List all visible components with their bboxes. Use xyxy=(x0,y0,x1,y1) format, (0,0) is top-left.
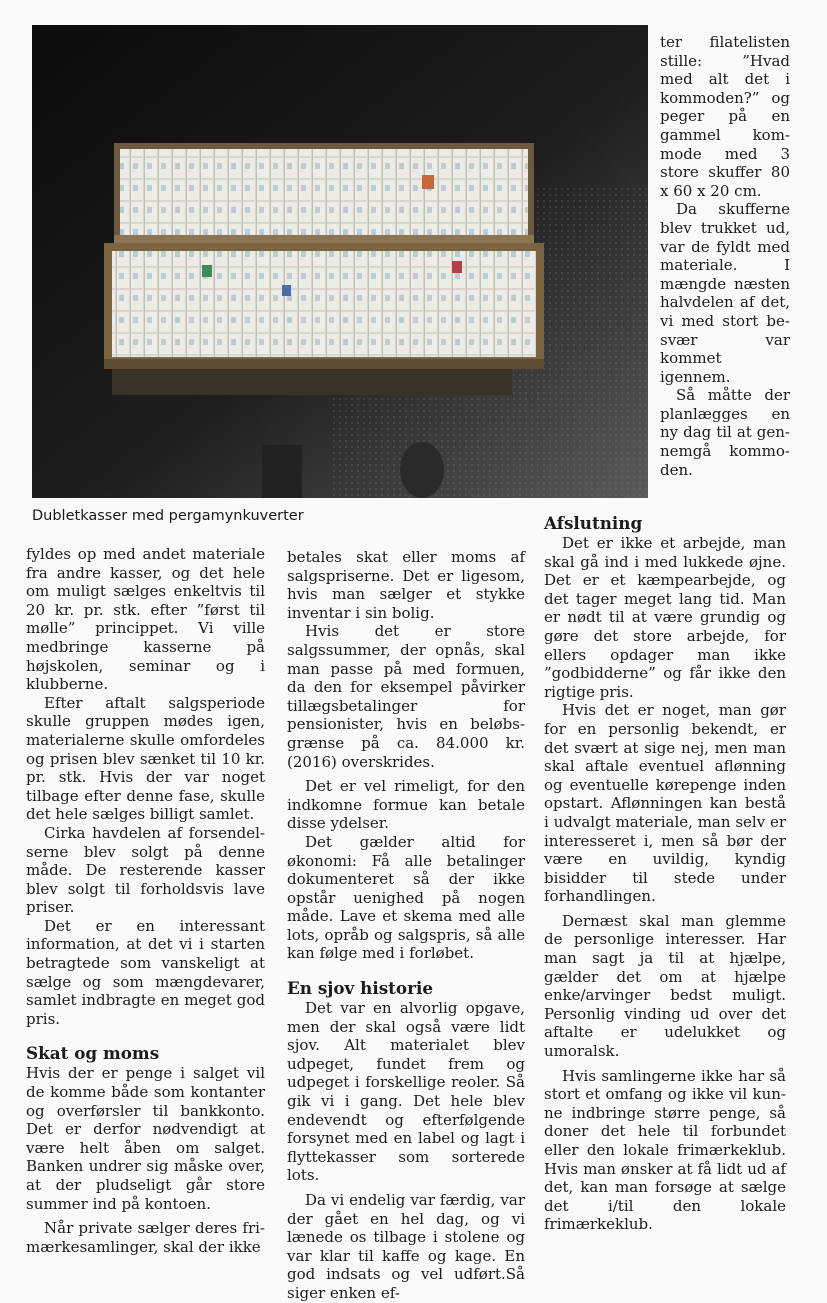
paragraph: Det er vel rimeligt, for den indkomne formue kan betale disse ydelser. xyxy=(287,777,525,833)
paragraph: Når private sælger deres frimærkesamlinger, skal der ikke xyxy=(26,1219,265,1256)
paragraph: Det er ikke et arbejde, man skal gå ind i med lukkede øjne. Det er et kæmpearbejde, og det tager meget lang tid. Man er nødt til at være grundig og gøre det store arbejde, for ellers opdager man ikke ”godbidderne” og får ikke den rigtige pris. xyxy=(544,534,786,701)
paragraph: ter filatelisten stille: ”Hvad med alt det i kommoden?” og peger på en gammel kommode med 3 store skuffer 80 x 60 x 20 cm. xyxy=(660,33,790,200)
section-heading-en-sjov-historie: En sjov historie xyxy=(287,978,434,999)
paragraph: Hvis det er store salgssummer, der opnås, skal man passe på med formuen, da den for eksempel påvirker tillægsbetalinger for pensionister, hvis en beløbsgrænse på ca. 84.000 kr. (2016) overskrides. xyxy=(287,622,525,771)
section-heading-skat-og-moms: Skat og moms xyxy=(26,1043,160,1064)
paragraph: Da skufferne blev trukket ud, var de fyldt med materiale. I mængde næsten halvdelen af det, vi med stort besvær var kommet igennem. xyxy=(660,200,790,386)
article-column-2 xyxy=(287,548,525,1303)
article-column-1 xyxy=(26,545,265,1256)
paragraph: Dernæst skal man glemme de personlige interesser. Har man sagt ja til at hjælpe, gælder det om at hjælpe enke/arvinger bedst muligt. Personlig vinding ud over det aftalte er udelukket og umoralsk. xyxy=(544,911,786,1061)
paragraph: fyldes op med andet materiale fra andre kasser, og det hele om muligt sælges enkeltvis til 20 kr. pr. stk. efter ”først til mølle” princippet. Vi ville medbringe kasserne på højskolen, seminar og i klubberne. xyxy=(26,545,265,694)
paragraph: Det var en alvorlig opgave, men der skal også være lidt sjov. Alt materialet blev udpeget, fundet frem og udpeget i forskellige reoler. Så gik vi i gang. Det hele blev endevendt og efterfølgende forsynet med en label og lagt i flyttekasser som sorterede lots. xyxy=(287,999,525,1185)
article-column-top-right xyxy=(660,33,790,479)
article-column-3 xyxy=(544,512,786,1234)
photo-illustration xyxy=(32,25,648,498)
paragraph: betales skat eller moms af salgspriserne. Det er ligesom, hvis man sælger et stykke inventar i sin bolig. xyxy=(287,548,525,622)
paragraph: Efter aftalt salgsperiode skulle gruppen mødes igen, materialerne skulle omfordeles og prisen blev sænket til 10 kr. pr. stk. Hvis der var noget tilbage efter denne fase, skulle det hele sælges billigt samlet. xyxy=(26,693,265,824)
section-heading-afslutning: Afslutning xyxy=(544,513,643,533)
paragraph: Hvis samlingerne ikke har så stort et omfang og ikke vil kunne indbringe større penge, så doner det hele til forbundet eller den lokale frimærkeklub. Hvis man ønsker at få lidt ud af det, kan man forsøge at sælge det i/til den lokale frimærkeklub. xyxy=(544,1066,786,1234)
paragraph: Cirka havdelen af forsendelserne blev solgt på denne måde. De resterende kasser blev solgt til forholdsvis lave priser. xyxy=(26,823,265,917)
paragraph: Da vi endelig var færdig, var der gået en hel dag, og vi lænede os tilbage i stolene og var klar til kaffe og kage. En god indsats og vel udført.Så siger enken ef- xyxy=(287,1191,525,1302)
paragraph: Det gælder altid for økonomi: Få alle betalinger dokumenteret så der ikke opstår uenighed på nogen måde. Lave et skema med alle lots, opråb og salgspris, så alle kan følge med i forløbet. xyxy=(287,832,525,963)
paragraph: Det er en interessant information, at det vi i starten betragtede som vanskeligt at sælge og som mængdevarer, samlet indbragte en meget god pris. xyxy=(26,916,265,1028)
paragraph: Hvis der er penge i salget vil de komme både som kontanter og overførsler til bankkonto. Det er derfor nødvendigt at være helt åben om salget. Banken undrer sig måske over, at der pludseligt går store summer ind på kontoen. xyxy=(26,1064,265,1213)
photo-caption: Dubletkasser med pergamynkuverter xyxy=(32,508,304,524)
paragraph: Hvis det er noget, man gør for en personlig bekendt, er det svært at sige nej, men man skal aftale eventuel aflønning og eventuelle kørepenge inden opstart. Aflønningen kan bestå i udvalgt materiale, man selv er interesseret i, men så bør der være en uvildig, kyndig bisidder til stede under forhandlingen. xyxy=(544,701,786,906)
photo-stamp-drawers xyxy=(32,25,648,498)
paragraph: Så måtte der planlægges en ny dag til at gennemgå kommoden. xyxy=(660,386,790,479)
